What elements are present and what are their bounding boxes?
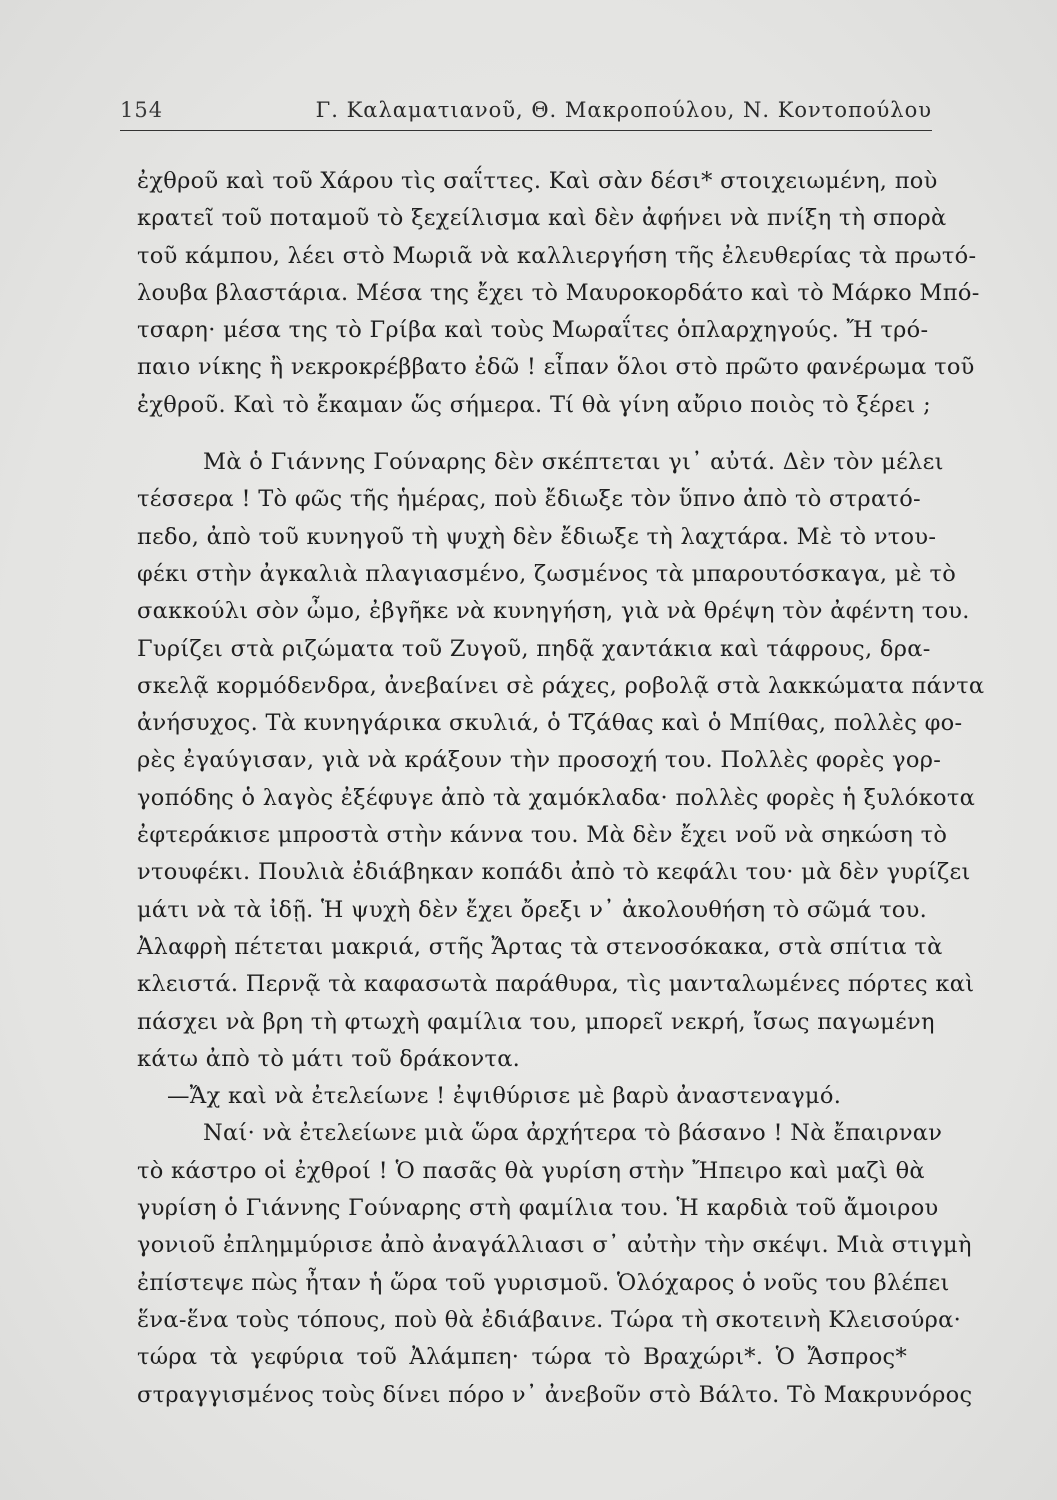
text-line: πάσχει νὰ βρη τὴ φτωχὴ φαμίλια του, μπορεῖ νεκρή, ἴσως παγωμένη bbox=[137, 1008, 935, 1035]
text-line: παιο νίκης ἢ νεκροκρέββατο ἐδῶ ! εἶπαν ὅλοι στὸ πρῶτο φανέρωμα τοῦ bbox=[137, 354, 975, 381]
body-text bbox=[137, 163, 985, 1414]
text-line: κάτω ἀπὸ τὸ μάτι τοῦ δράκοντα. bbox=[137, 1045, 521, 1072]
text-line: τσαρη· μέσα της τὸ Γρίβα καὶ τοὺς Μωραΐτες ὁπλαρχηγούς. Ἤ τρό- bbox=[137, 317, 929, 344]
text-line: πεδο, ἀπὸ τοῦ κυνηγοῦ τὴ ψυχὴ δὲν ἔδιωξε τὴ λαχτάρα. Μὲ τὸ ντου- bbox=[137, 523, 937, 550]
text-line: γοπόδης ὁ λαγὸς ἐξέφυγε ἀπὸ τὰ χαμόκλαδα· πολλὲς φορὲς ἡ ξυλόκοτα bbox=[137, 784, 976, 811]
text-line: μάτι νὰ τὰ ἰδῇ. Ἡ ψυχὴ δὲν ἔχει ὄρεξι ν᾽ ἀκολουθήση τὸ σῶμά του. bbox=[137, 896, 928, 923]
text-line: ἐχθροῦ καὶ τοῦ Χάρου τὶς σαΐττες. Καὶ σὰν δέσι* στοιχειωμένη, ποὺ bbox=[137, 168, 938, 194]
text-line: στραγγισμένος τοὺς δίνει πόρο ν᾽ ἀνεβοῦν στὸ Βάλτο. Τὸ Μακρυνόρος bbox=[137, 1381, 973, 1408]
text-line: τὸ κάστρο οἱ ἐχθροί ! Ὁ πασᾶς θὰ γυρίση στὴν Ἤπειρο καὶ μαζὶ θὰ bbox=[137, 1157, 925, 1184]
text-line: ἐχθροῦ. Καὶ τὸ ἔκαμαν ὥς σήμερα. Τί θὰ γίνη αὔριο ποιὸς τὸ ξέρει ; bbox=[137, 391, 932, 418]
paragraph bbox=[137, 1115, 973, 1413]
text-line: —Ἄχ καὶ νὰ ἐτελείωνε ! ἐψιθύρισε μὲ βαρὺ ἀναστεναγμό. bbox=[167, 1083, 842, 1110]
text-line: φέκι στὴν ἀγκαλιὰ πλαγιασμένο, ζωσμένος τὰ μπαρουτόσκαγα, μὲ τὸ bbox=[137, 560, 957, 587]
paragraph bbox=[137, 444, 985, 1078]
text-line: ἐπίστεψε πὼς ἦταν ἡ ὥρα τοῦ γυρισμοῦ. Ὁλόχαρος ὁ νοῦς του βλέπει bbox=[137, 1269, 950, 1296]
paragraph bbox=[137, 1078, 907, 1115]
text-line: τέσσερα ! Τὸ φῶς τῆς ἡμέρας, ποὺ ἔδιωξε τὸν ὕπνο ἀπὸ τὸ στρατό- bbox=[137, 486, 921, 513]
running-head: Γ. Καλαματιανοῦ, Θ. Μακροπούλου, Ν. Κοντοπούλου bbox=[315, 98, 932, 122]
text-line: κρατεῖ τοῦ ποταμοῦ τὸ ξεχείλισμα καὶ δὲν ἀφήνει νὰ πνίξη τὴ σπορὰ bbox=[137, 205, 947, 232]
text-line: ἀνήσυχος. Τὰ κυνηγάρικα σκυλιά, ὁ Τζάθας καὶ ὁ Μπίθας, πολλὲς φο- bbox=[137, 710, 963, 737]
text-line: Ἀλαφρὴ πέτεται μακριά, στῆς Ἄρτας τὰ στενοσόκακα, στὰ σπίτια τὰ bbox=[137, 933, 943, 960]
text-line: ἐφτεράκισε μπροστὰ στὴν κάννα του. Μὰ δὲν ἔχει νοῦ νὰ σηκώση τὸ bbox=[137, 822, 948, 849]
text-line: ντουφέκι. Πουλιὰ ἐδιάβηκαν κοπάδι ἀπὸ τὸ κεφάλι του· μὰ δὲν γυρίζει bbox=[137, 859, 971, 886]
text-line: ρὲς ἐγαύγισαν, γιὰ νὰ κράξουν τὴν προσοχή του. Πολλὲς φορὲς γορ- bbox=[137, 747, 942, 774]
text-line: γονιοῦ ἐπλημμύρισε ἀπὸ ἀναγάλλιασι σ᾽ αὐτὴν τὴν σκέψι. Μιὰ στιγμὴ bbox=[137, 1232, 972, 1259]
text-line: Ναί· νὰ ἐτελείωνε μιὰ ὥρα ἀρχήτερα τὸ βάσανο ! Νὰ ἔπαιρναν bbox=[203, 1120, 943, 1147]
text-line: λουβα βλαστάρια. Μέσα της ἔχει τὸ Μαυροκορδάτο καὶ τὸ Μάρκο Μπό- bbox=[137, 279, 980, 306]
page-header bbox=[120, 94, 932, 131]
text-line: σκελᾷ κορμόδενδρα, ἀνεβαίνει σὲ ράχες, ροβολᾷ στὰ λακκώματα πάντα bbox=[137, 672, 985, 699]
paragraph-gap bbox=[137, 424, 907, 444]
text-line: τώρα τὰ γεφύρια τοῦ Ἀλάμπεη· τώρα τὸ Βραχώρι*. Ὁ Ἄσπρος* bbox=[137, 1344, 907, 1371]
text-line: Μὰ ὁ Γιάννης Γούναρης δὲν σκέπτεται γι᾽ αὐτά. Δὲν τὸν μέλει bbox=[203, 449, 944, 476]
text-line: σακκούλι σὸν ὦμο, ἐβγῆκε νὰ κυνηγήση, γιὰ νὰ θρέψη τὸν ἀφέντη του. bbox=[137, 598, 970, 625]
page-number: 154 bbox=[120, 98, 164, 122]
paragraph bbox=[137, 163, 980, 424]
text-line: Γυρίζει στὰ ριζώματα τοῦ Ζυγοῦ, πηδᾷ χαντάκια καὶ τάφρους, δρα- bbox=[137, 635, 931, 662]
text-line: τοῦ κάμπου, λέει στὸ Μωριᾶ νὰ καλλιεργήση τῆς ἐλευθερίας τὰ πρωτό- bbox=[137, 242, 977, 269]
text-line: γυρίση ὁ Γιάννης Γούναρης στὴ φαμίλια του. Ἡ καρδιὰ τοῦ ἄμοιρου bbox=[137, 1195, 939, 1222]
text-line: κλειστά. Περνᾷ τὰ καφασωτὰ παράθυρα, τὶς μανταλωμένες πόρτες καὶ bbox=[137, 971, 975, 998]
text-line: ἕνα-ἕνα τοὺς τόπους, ποὺ θὰ ἐδιάβαινε. Τώρα τὴ σκοτεινὴ Κλεισούρα· bbox=[137, 1306, 962, 1333]
